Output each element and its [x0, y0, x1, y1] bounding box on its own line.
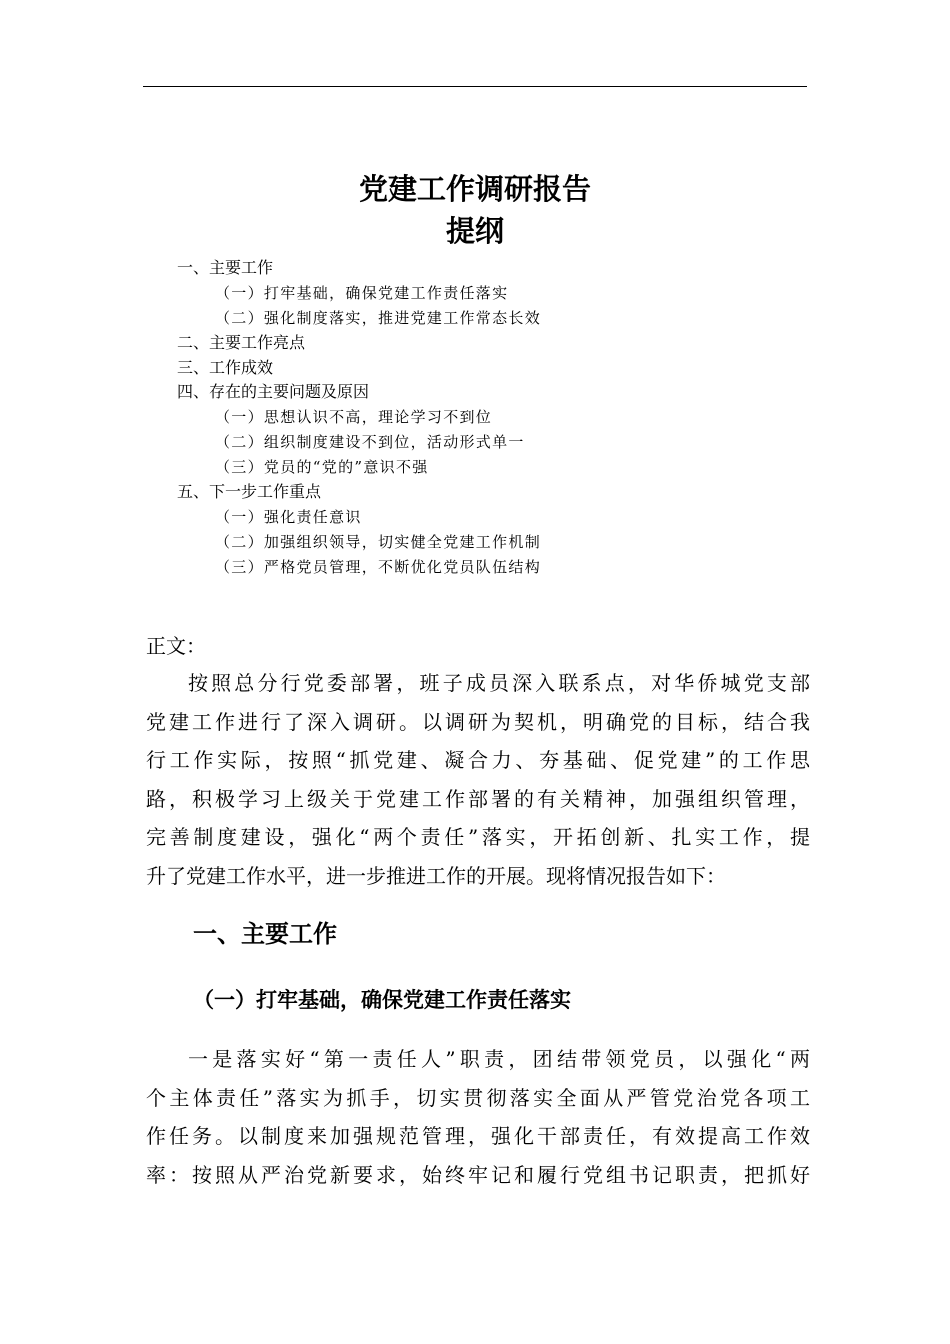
outline-item-level1: 二、主要工作亮点 — [177, 332, 306, 352]
outline-item-level2: （二）强化制度落实，推进党建工作常态长效 — [215, 308, 542, 327]
outline-item-level2: （二）加强组织领导，切实健全党建工作机制 — [215, 532, 542, 551]
paragraph-line: 率：按照从严治党新要求，始终牢记和履行党组书记职责，把抓好 — [146, 1162, 810, 1187]
body-paragraph — [146, 1040, 810, 1194]
paragraph-line: 个主体责任”落实为抓手，切实贯彻落实全面从严管党治党各项工 — [146, 1085, 810, 1110]
body-label: 正文： — [146, 634, 206, 658]
outline-list — [0, 256, 950, 580]
subsection-heading: （一）打牢基础，确保党建工作责任落实 — [193, 987, 571, 1012]
outline-item-level1: 四、存在的主要问题及原因 — [177, 382, 370, 402]
paragraph-line: 一是落实好“第一责任人”职责，团结带领党员，以强化“两 — [188, 1047, 810, 1071]
paragraph-line: 党建工作进行了深入调研。以调研为契机，明确党的目标，结合我 — [146, 709, 810, 734]
outline-item-level2: （一）强化责任意识 — [215, 507, 362, 526]
outline-item-level1: 五、下一步工作重点 — [177, 482, 322, 502]
paragraph-line: 升了党建工作水平，进一步推进工作的开展。现将情况报告如下： — [146, 863, 726, 888]
paragraph-line: 行工作实际，按照“抓党建、凝合力、夯基础、促党建”的工作思 — [146, 748, 810, 773]
section-heading: 一、主要工作 — [193, 920, 337, 948]
outline-item-level1: 三、工作成效 — [177, 357, 274, 377]
document-title: 党建工作调研报告 — [358, 172, 591, 206]
paragraph-line: 完善制度建设，强化“两个责任”落实，开拓创新、扎实工作，提 — [146, 825, 810, 850]
outline-item-level2: （一）打牢基础，确保党建工作责任落实 — [215, 283, 509, 302]
paragraph-line: 按照总分行党委部署，班子成员深入联系点，对华侨城党支部 — [188, 671, 810, 695]
outline-item-level2: （二）组织制度建设不到位，活动形式单一 — [215, 433, 525, 452]
outline-item-level2: （三）严格党员管理，不断优化党员队伍结构 — [215, 557, 542, 576]
paragraph-line: 路，积极学习上级关于党建工作部署的有关精神，加强组织管理， — [146, 786, 810, 811]
document-subtitle: 提纲 — [445, 214, 504, 248]
header-rule — [143, 86, 807, 87]
paragraph-line: 作任务。以制度来加强规范管理，强化干部责任，有效提高工作效 — [146, 1124, 810, 1149]
outline-item-level2: （一）思想认识不高，理论学习不到位 — [215, 408, 493, 427]
intro-paragraph — [146, 664, 810, 896]
outline-item-level2: （三）党员的“党的”意识不强 — [215, 458, 429, 477]
outline-item-level1: 一、主要工作 — [177, 258, 274, 277]
